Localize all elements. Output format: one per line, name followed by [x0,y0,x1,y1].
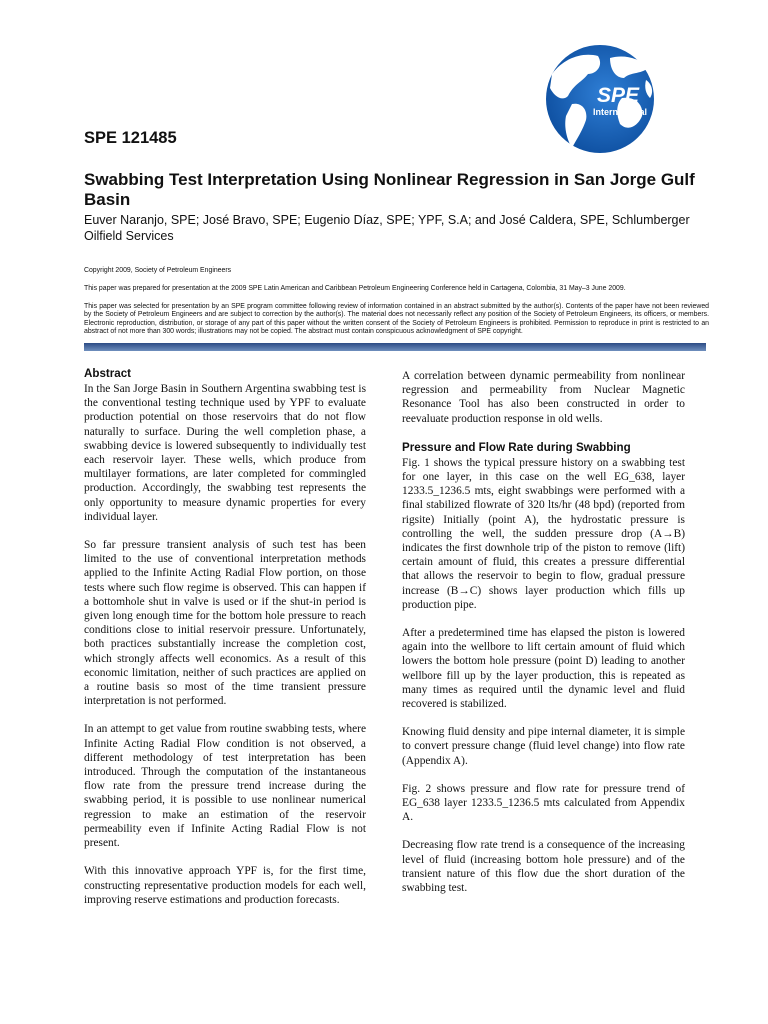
left-column [84,362,366,921]
pressure-flow-heading: Pressure and Flow Rate during Swabbing [402,440,631,454]
presentation-note: This paper was prepared for presentation at the 2009 SPE Latin American and Caribbean Petroleum Engineering Conference held in Cartagena, Colombia, 31 May–3 June 2009. [84,285,626,292]
pressure-paragraph-3: Knowing fluid density and pipe internal diameter, it is simple to convert pressure change (fluid level change) into flow rate (Appendix A). [402,726,685,767]
logo-spe-text: SPE [596,84,640,107]
abstract-paragraph-4: With this innovative approach YPF is, for the first time, constructing representative production models for each well, improving reserve estimations and production forecasts. [84,865,366,906]
pressure-paragraph-2: After a predetermined time has elapsed the piston is lowered again into the wellbore to lift certain amount of fluid which lowers the bottom hole pressure (point D) leading to another wellbore fill up by the layer production, this is repeated as many times as required until the dynamic level and fluid recovered is stabilized. [402,627,685,711]
paper-number: SPE 121485 [84,129,177,147]
spe-international-logo [512,44,688,154]
selection-disclaimer: This paper was selected for presentation by an SPE program committee following review of information contained in an abstract submitted by the author(s). Contents of the paper have not been reviewed by the Society of Petroleum Engineers and are subject to correction by the author(s). The material does not necessarily reflect any position of the Society of Petroleum Engineers, its officers, or members. Electronic reproduction, distribution, or storage of any part of this paper without the written consent of the Society of Petroleum Engineers is prohibited. Permission to reproduce in print is restricted to an abstract of not more than 300 words; illustrations may not be copied. The abstract must contain conspicuous acknowledgment of SPE copyright. [84,303,709,336]
abstract-paragraph-1: In the San Jorge Basin in Southern Argentina swabbing test is the conventional testing technique used by YPF to evaluate production potential on those reservoirs that do not flow naturally to surface. During the well completion phase, a swabbing device is lowered subsequently to individually test each reservoir layer. These wells, which produce from multilayer formations, are later completed for commingled production. Accordingly, the swabbing test represents the only opportunity to measure dynamic properties for every individual layer. [84,383,366,523]
abstract-paragraph-2: So far pressure transient analysis of such test has been limited to the use of conventional interpretation methods applied to the Infinite Acting Radial Flow portion, on those tests where such flow regime is observed. This can happen if a bottomhole shut in valve is used or if the shut-in period is given long enough time for the bottom hole pressure to reach conditions close to initial reservoir pressure. Unfortunately, both practices substantially increase the completion cost, which strongly affects well economics. As a result of this economic limitation, neither of such practices are applied on a routine basis so most of the time transient pressure interpretation is not performed. [84,539,366,708]
author-list: Euver Naranjo, SPE; José Bravo, SPE; Eugenio Díaz, SPE; YPF, S.A; and José Caldera, SPE, Schlumberger Oilfield Services [84,213,690,243]
pressure-paragraph-1: Fig. 1 shows the typical pressure history on a swabbing test for one layer, in this case on the well EG_638, layer 1233.5_1236.5 mts, eight swabbings were performed with a final stabilized flowrate of 320 lts/hr (48 bpd) (reported from rigsite) Initially (point A), the hydrostatic pressure is controlling the well, the sudden pressure drop (A→B) indicates the first downhole trip of the piston to remove (lift) certain amount of fluid, this creates a pressure differential that allows the reservoir to begin to flow, gradual pressure increase (B→C) shows layer production which fills up production pipe. [402,456,685,611]
right-column [402,369,685,909]
copyright-notice: Copyright 2009, Society of Petroleum Engineers [84,267,232,274]
header-divider [84,343,706,351]
pressure-paragraph-4: Fig. 2 shows pressure and flow rate for pressure trend of EG_638 layer 1233.5_1236.5 mts calculated from Appendix A. [402,782,685,824]
pressure-paragraph-5: Decreasing flow rate trend is a consequence of the increasing level of fluid (increasing bottom hole pressure) and of the transient nature of this flow due the short duration of the swabbing test. [402,839,685,895]
abstract-paragraph-3: In an attempt to get value from routine swabbing tests, where Infinite Acting Radial Flow condition is not observed, a different methodology of test interpretation has been introduced. Through the computation of the instantaneous flow rate from the pressure trend increase during the swabbing period, it is possible to use nonlinear numerical regression to make an estimation of the reservoir permeability even if Infinite Acting Radial Flow is not present. [84,723,366,850]
correlation-paragraph: A correlation between dynamic permeability from nonlinear regression and permeability from Nuclear Magnetic Resonance Tool has also been constructed in order to reevaluate production response in old wells. [402,370,685,425]
logo-international-text: International [592,107,648,117]
paper-title: Swabbing Test Interpretation Using Nonlinear Regression in San Jorge Gulf Basin [84,170,695,209]
abstract-heading: Abstract [84,367,132,380]
